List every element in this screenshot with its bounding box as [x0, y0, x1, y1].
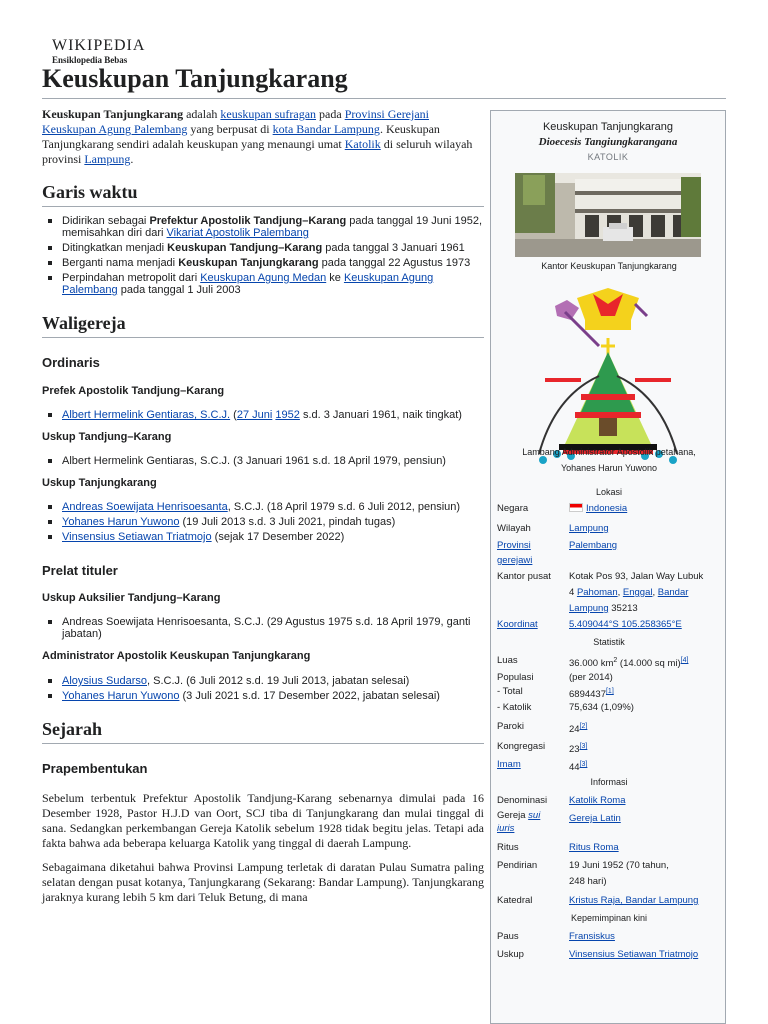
infobox — [490, 110, 726, 1024]
office-building-illustration — [515, 173, 701, 257]
link-enggal[interactable]: Enggal — [622, 587, 653, 598]
link-kota-bandar-lampung[interactable]: kota Bandar Lampung — [272, 122, 380, 136]
label-negara: Negara — [497, 503, 529, 514]
timeline-list — [42, 215, 484, 296]
item-text: Perpindahan metropolit dari — [62, 272, 201, 284]
label-gereja-sui-iuris — [497, 809, 567, 835]
address-line-1: Kotak Pos 93, Jalan Way Lubuk — [569, 571, 704, 582]
office-photo-caption: Kantor Keuskupan Tanjungkarang — [541, 261, 677, 271]
luas-value: 36.000 km — [569, 658, 614, 670]
list-item: Andreas Soewijata Henrisoesanta, S.C.J. (29 Agustus 1975 s.d. 18 April 1979, ganti jabatan) — [42, 616, 484, 640]
link-gereja-latin[interactable]: Gereja Latin — [569, 813, 621, 824]
value-denominasi — [569, 793, 721, 808]
link-iuris[interactable]: iuris — [497, 823, 515, 834]
ref-3b[interactable]: [3] — [579, 761, 588, 768]
item-text: Berganti nama menjadi — [62, 257, 179, 269]
heading-waligereja: Waligereja — [42, 312, 484, 338]
value-luas — [569, 653, 721, 671]
indonesia-flag-icon — [569, 503, 583, 512]
link-lampung[interactable]: Lampung — [84, 152, 131, 166]
admin-list — [42, 675, 484, 702]
heading-prelat-tituler: Prelat tituler — [42, 563, 118, 578]
item-text: , S.C.J. (6 Juli 2012 s.d. 19 Juli 2013, jabatan selesai) — [147, 675, 410, 687]
list-item — [42, 675, 484, 687]
heading-uskup-tandjung-karang: Uskup Tandjung–Karang — [42, 431, 172, 443]
link-1952[interactable]: 1952 — [275, 409, 300, 421]
item-text: ( — [230, 409, 237, 421]
link-vikariat-palembang[interactable]: Vikariat Apostolik Palembang — [166, 227, 309, 239]
prefek-list — [42, 409, 484, 421]
label-kongregasi: Kongregasi — [497, 741, 546, 752]
link-andreas-henrisoesanta[interactable]: Andreas Soewijata Henrisoesanta — [62, 501, 228, 513]
list-item — [42, 272, 484, 296]
list-item — [42, 257, 484, 269]
item-text: (19 Juli 2013 s.d. 3 Juli 2021, pindah tugas) — [179, 516, 396, 528]
list-item — [42, 531, 484, 543]
auksilier-list — [42, 616, 484, 640]
label-luas: Luas — [497, 655, 518, 666]
label-total: - Total — [497, 686, 523, 697]
pendirian-line-2: 248 hari) — [569, 876, 607, 887]
intro-paragraph — [42, 107, 484, 167]
value-katolik: 75,634 (1,09%) — [569, 702, 634, 713]
value-uskup — [569, 947, 721, 962]
value-ritus — [569, 840, 721, 855]
heading-garis-waktu: Garis waktu — [42, 181, 484, 207]
intro-text: pada — [316, 107, 345, 121]
link-albert-hermelink[interactable]: Albert Hermelink Gentiaras, S.C.J. — [62, 409, 231, 421]
value-paus — [569, 929, 721, 944]
value-kongregasi — [569, 739, 721, 757]
item-text: (3 Juli 2021 s.d. 17 Desember 2022, jabatan selesai) — [179, 690, 440, 702]
ref-3[interactable]: [3] — [579, 743, 588, 750]
total-value: 6894437 — [569, 689, 606, 701]
item-text: pada tanggal 22 Agustus 1973 — [318, 257, 471, 269]
logo-wordmark: WIKIPEDIA — [52, 37, 146, 54]
value-pendirian — [569, 858, 721, 890]
label-populasi: Populasi — [497, 672, 534, 683]
list-item — [42, 242, 484, 254]
luas-value-alt: (14.000 sq mi) — [617, 658, 681, 670]
section-lokasi: Lokasi — [595, 487, 622, 497]
link-indonesia[interactable]: Indonesia — [586, 503, 628, 514]
value-kantor-pusat — [569, 569, 721, 617]
label-paroki: Paroki — [497, 721, 524, 732]
address-text: , — [652, 587, 658, 598]
sejarah-paragraph-2: Sebagaimana diketahui bahwa Provinsi Lampung terletak di daratan Pulau Sumatra paling selatan dengan pusat kotanya, Tanjungkarang (Sekarang: Bandar Lampung). Tanjungkarang jaraknya kurang lebih 5 km dari Teluk Betung, di mana — [42, 860, 484, 904]
pendirian-line-1: 19 Juni 1952 (70 tahun, — [569, 860, 669, 871]
heading-prapembentukan: Prapembentukan — [42, 761, 148, 776]
value-populasi: (per 2014) — [569, 672, 613, 683]
heading-administrator-apostolik: Administrator Apostolik Keuskupan Tanjungkarang — [42, 650, 311, 662]
address-text: 35213 — [608, 603, 638, 614]
link-fransiskus[interactable]: Fransiskus — [569, 931, 615, 942]
link-yohanes-harun-yuwono[interactable]: Yohanes Harun Yuwono — [62, 516, 180, 528]
intro-text: . Keuskupan Tanjungkarang sendiri adalah keuskupan yang menaungi umat — [42, 122, 440, 151]
list-item — [42, 516, 484, 528]
infobox-latin-name: Dioecesis Tangiungkarangana — [538, 136, 678, 148]
link-gerejawi[interactable]: gerejawi — [497, 555, 533, 566]
link-ritus-roma[interactable]: Ritus Roma — [569, 842, 619, 853]
label-pendirian: Pendirian — [497, 860, 538, 871]
imam-value: 44 — [569, 762, 580, 774]
heading-sejarah: Sejarah — [42, 718, 484, 744]
section-informasi: Informasi — [590, 777, 628, 787]
link-koordinat[interactable]: Koordinat — [497, 619, 538, 630]
label-imam — [497, 757, 567, 772]
value-paroki — [569, 719, 721, 737]
value-imam — [569, 757, 721, 775]
infobox-title: Keuskupan Tanjungkarang — [542, 121, 674, 133]
item-text: , S.C.J. (18 April 1979 s.d. 6 Juli 2012, pensiun) — [227, 501, 461, 513]
list-item: Albert Hermelink Gentiaras, S.C.J. (3 Januari 1961 s.d. 18 April 1979, pensiun) — [42, 455, 484, 467]
value-negara — [569, 501, 721, 516]
section-statistik: Statistik — [593, 637, 625, 647]
address-text: , — [617, 587, 623, 598]
uskup-t-list — [42, 501, 484, 543]
link-27-juni[interactable]: 27 Juni — [236, 409, 273, 421]
label-denominasi: Denominasi — [497, 795, 548, 806]
link-kristus-raja[interactable]: Kristus Raja, Bandar Lampung — [569, 895, 699, 906]
address-text: 4 — [569, 587, 577, 598]
link-sui[interactable]: sui — [528, 810, 541, 821]
link-imam[interactable]: Imam — [497, 759, 521, 770]
item-text: s.d. 3 Januari 1961, naik tingkat) — [299, 409, 462, 421]
heading-prefek: Prefek Apostolik Tandjung–Karang — [42, 385, 225, 397]
link-katolik[interactable]: Katolik — [344, 137, 381, 151]
label-paus: Paus — [497, 931, 519, 942]
luas-unit-sup: 2 — [613, 657, 618, 664]
paroki-value: 24 — [569, 724, 580, 736]
uskup-tk-list — [42, 455, 484, 467]
sejarah-paragraph-1: Sebelum terbentuk Prefektur Apostolik Tandjung-Karang sebenarnya dimulai pada 16 Desember 1928, Pastor H.J.D van Oort, SCJ tiba di Tanjungkarang dan mulai tinggal di sana. Sedangkan perkembangan Gereja Katolik sebelum 1928 tidak begitu jelas. Tetapi ada fakta bahwa ada beberapa keluarga Katolik yang tinggal di daerah Lampung. — [42, 791, 484, 850]
item-text: pada tanggal 3 Januari 1961 — [322, 242, 465, 254]
link-keuskupan-agung-medan[interactable]: Keuskupan Agung Medan — [200, 272, 327, 284]
gereja-label: Gereja — [497, 810, 529, 821]
list-item — [42, 409, 484, 421]
link-yohanes-harun-yuwono-2[interactable]: Yohanes Harun Yuwono — [62, 690, 180, 702]
section-kepemimpinan: Kepemimpinan kini — [570, 913, 648, 923]
link-lampung-address[interactable]: Lampung — [569, 603, 609, 614]
ref-1[interactable]: [1] — [605, 688, 614, 695]
label-wilayah: Wilayah — [497, 523, 531, 534]
intro-bold: Keuskupan Tanjungkarang — [42, 107, 184, 121]
link-katolik-roma[interactable]: Katolik Roma — [569, 795, 626, 806]
item-bold: Prefektur Apostolik Tandjung–Karang — [149, 215, 347, 227]
article-body — [42, 104, 484, 905]
item-text: Ditingkatkan menjadi — [62, 242, 168, 254]
value-katedral — [569, 893, 721, 908]
list-item — [42, 215, 484, 239]
item-bold: Keuskupan Tanjungkarang — [178, 257, 319, 269]
label-katolik: - Katolik — [497, 702, 532, 713]
label-katedral: Katedral — [497, 895, 533, 906]
label-ritus: Ritus — [497, 842, 519, 853]
link-coordinates[interactable]: 5.409044°S 105.258365°E — [569, 619, 682, 630]
intro-text: . — [130, 152, 134, 166]
link-provinsi[interactable]: Provinsi — [497, 540, 531, 551]
heading-ordinaris: Ordinaris — [42, 355, 100, 370]
page-title: Keuskupan Tanjungkarang — [42, 62, 726, 99]
item-text: pada tanggal 1 Juli 2003 — [117, 284, 241, 296]
link-keuskupan-sufragan[interactable]: keuskupan sufragan — [220, 107, 317, 121]
link-provinsi-gerejani[interactable]: Provinsi Gerejani Keuskupan Agung Palembang — [42, 107, 430, 136]
value-koordinat — [569, 617, 721, 632]
coa-caption-line-2: Yohanes Harun Yuwono — [560, 463, 658, 473]
link-vinsensius-infobox[interactable]: Vinsensius Setiawan Triatmojo — [569, 949, 699, 960]
link-bandar[interactable]: Bandar — [657, 587, 689, 598]
ref-2[interactable]: [2] — [579, 723, 588, 730]
logo-tagline: Ensiklopedia Bebas — [52, 55, 128, 65]
intro-text: adalah — [183, 107, 221, 121]
link-vinsensius-triatmojo[interactable]: Vinsensius Setiawan Triatmojo — [62, 531, 212, 543]
office-photo[interactable] — [515, 173, 701, 257]
value-wilayah — [569, 521, 721, 536]
kongregasi-value: 23 — [569, 744, 580, 756]
label-provinsi-gerejawi — [497, 538, 567, 568]
list-item — [42, 690, 484, 702]
link-palembang[interactable]: Palembang — [569, 540, 618, 551]
item-text: pada tanggal 19 Juni 1952, memisahkan diri dari — [62, 215, 483, 239]
value-provinsi — [569, 538, 721, 553]
ref-4[interactable]: [4] — [680, 657, 689, 664]
intro-text: di seluruh wilayah provinsi — [42, 137, 473, 166]
link-pahoman[interactable]: Pahoman — [576, 587, 618, 598]
list-item — [42, 501, 484, 513]
item-text: ke — [326, 272, 344, 284]
value-gereja — [569, 811, 721, 826]
heading-uskup-auksilier: Uskup Auksilier Tandjung–Karang — [42, 592, 221, 604]
label-uskup: Uskup — [497, 949, 524, 960]
link-lampung-infobox[interactable]: Lampung — [569, 523, 609, 534]
link-keuskupan-agung-palembang[interactable]: Keuskupan Agung Palembang — [62, 272, 434, 296]
link-aloysius-sudarso[interactable]: Aloysius Sudarso — [62, 675, 147, 687]
coa-caption-line-1: Lambang Administrator Apostolik petahana, — [522, 447, 696, 457]
label-koordinat — [497, 617, 567, 632]
intro-text: yang berpusat di — [187, 122, 273, 136]
item-text: (sejak 17 Desember 2022) — [211, 531, 345, 543]
infobox-category: KATOLIK — [587, 152, 629, 162]
heading-uskup-tanjungkarang: Uskup Tanjungkarang — [42, 477, 157, 489]
item-text: Didirikan sebagai — [62, 215, 150, 227]
item-bold: Keuskupan Tandjung–Karang — [167, 242, 323, 254]
label-kantor-pusat: Kantor pusat — [497, 571, 551, 582]
